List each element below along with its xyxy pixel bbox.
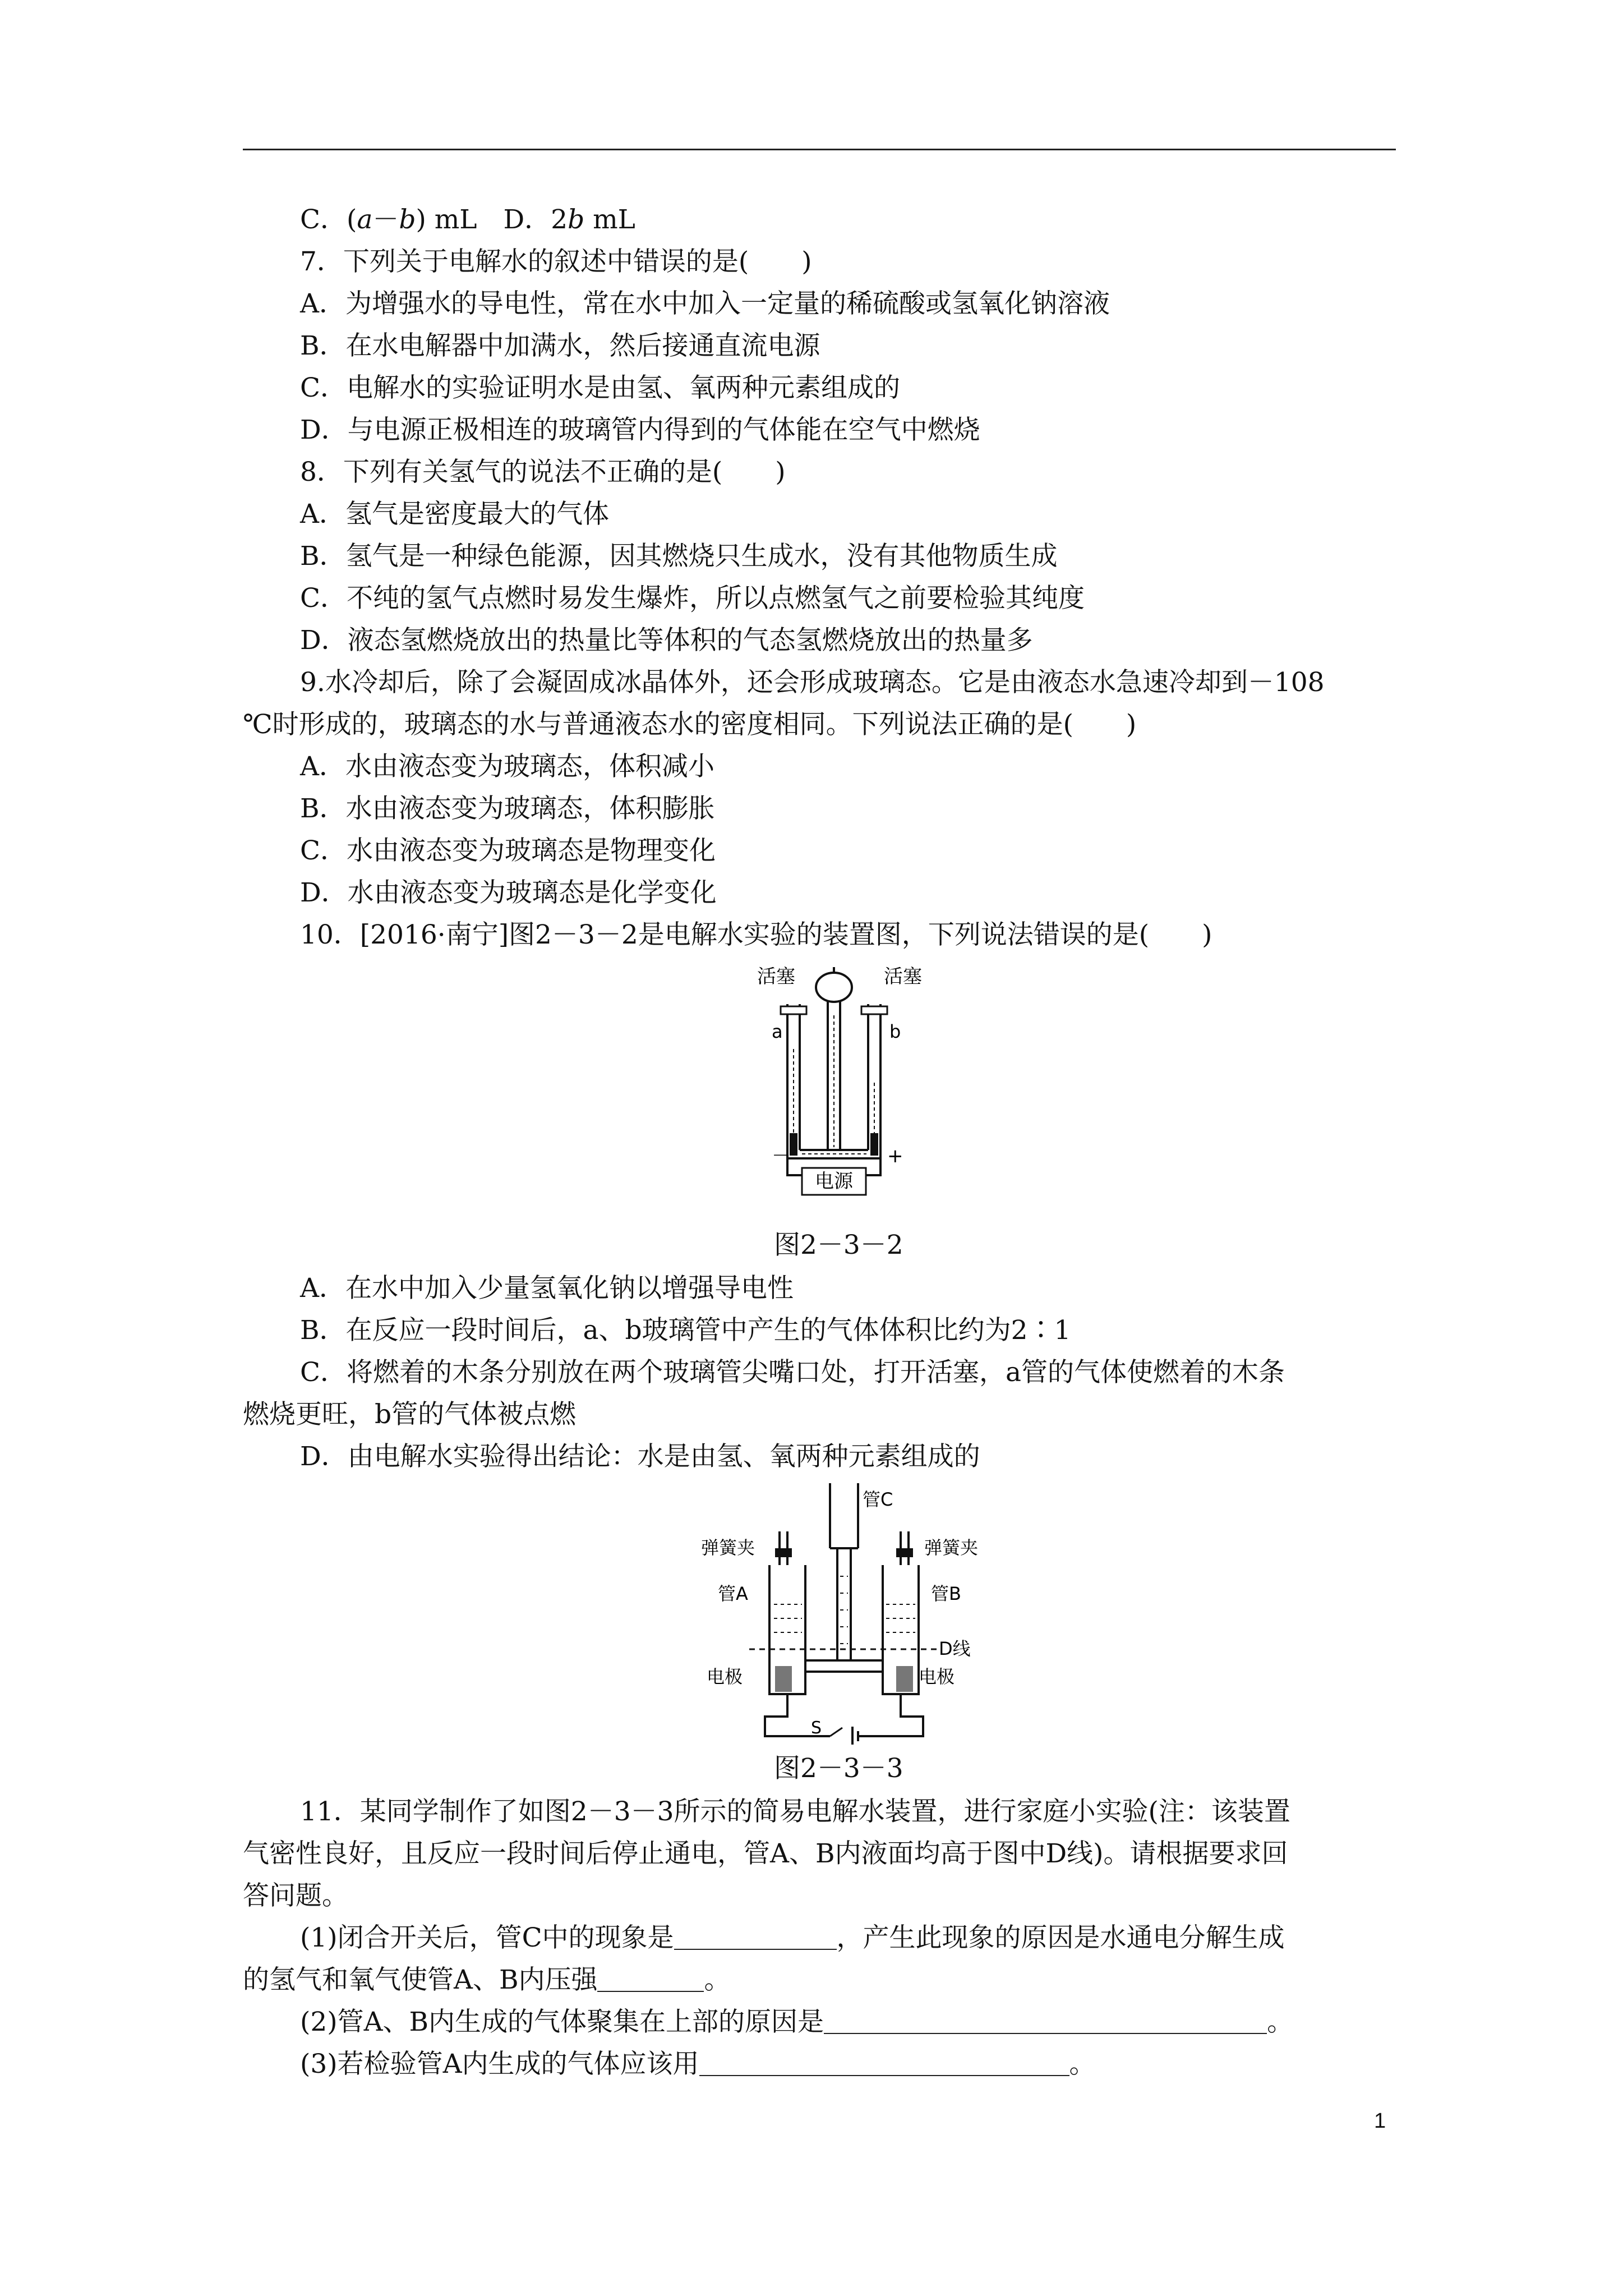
tube-a-label: 管A (718, 1583, 748, 1604)
tube-c-label: 管C (863, 1489, 893, 1510)
q9-option-b: B．水由液态变为玻璃态，体积膨胀 (300, 793, 715, 824)
answer-blank-1[interactable] (674, 1924, 837, 1950)
q8-option-b: B．氢气是一种绿色能源，因其燃烧只生成水，没有其他物质生成 (300, 541, 1058, 572)
spring-clip-right (896, 1548, 913, 1557)
answer-blank-2[interactable] (597, 1966, 704, 1992)
q10-option-a: A．在水中加入少量氢氧化钠以增强导电性 (300, 1273, 794, 1304)
q7-stem: 7．下列关于电解水的叙述中错误的是( ) (300, 246, 812, 277)
power-label: 电源 (815, 1170, 853, 1193)
stopcock-left (781, 1006, 806, 1014)
q8-stem: 8．下列有关氢气的说法不正确的是( ) (300, 457, 786, 487)
q11-part1-line2: 的氢气和氧气使管A、B内压强 。 (243, 1964, 731, 1995)
q11-stem-line1: 11．某同学制作了如图2－3－3所示的简易电解水装置，进行家庭小实验(注：该装置 (300, 1796, 1290, 1827)
q10-option-d: D．由电解水实验得出结论：水是由氢、氧两种元素组成的 (300, 1441, 980, 1472)
q6-options-line: C．(a－b) mL D．2b mL (300, 204, 635, 235)
q8-option-a: A．氢气是密度最大的气体 (300, 499, 609, 530)
figure-2-3-2 (718, 965, 959, 1200)
spring-clip-left (775, 1548, 792, 1557)
q7-option-d: D．与电源正极相连的玻璃管内得到的气体能在空气中燃烧 (300, 415, 980, 445)
q7-option-a: A．为增强水的导电性，常在水中加入一定量的稀硫酸或氢氧化钠溶液 (300, 288, 1110, 319)
q8-option-d: D．液态氢燃烧放出的热量比等体积的气态氢燃烧放出的热量多 (300, 625, 1033, 656)
q10-option-c-cont: 燃烧更旺，b管的气体被点燃 (243, 1399, 577, 1430)
q9-option-a: A．水由液态变为玻璃态，体积减小 (300, 751, 714, 782)
reservoir-bulb (816, 973, 852, 1002)
q11-part3: (3)若检验管A内生成的气体应该用 。 (300, 2049, 1096, 2079)
q11-part2: (2)管A、B内生成的气体聚集在上部的原因是 。 (300, 2007, 1294, 2037)
stopcock-label-left: 活塞 (757, 965, 795, 988)
q9-option-d: D．水由液态变为玻璃态是化学变化 (300, 877, 717, 908)
q10-option-c: C．将燃着的木条分别放在两个玻璃管尖嘴口处，打开活塞，a管的气体使燃着的木条 (300, 1357, 1285, 1388)
q9-stem-line2: ℃时形成的，玻璃态的水与普通液态水的密度相同。下列说法正确的是( ) (243, 709, 1137, 740)
q10-option-b: B．在反应一段时间后，a、b玻璃管中产生的气体体积比约为2∶1 (300, 1315, 1071, 1346)
page-number: 1 (1374, 2109, 1386, 2133)
q7-option-b: B．在水电解器中加满水，然后接通直流电源 (300, 330, 820, 361)
figure-2-3-2-caption: 图2－3－2 (774, 1230, 903, 1260)
tube-b-label: 管B (931, 1583, 961, 1604)
q9-option-c: C．水由液态变为玻璃态是物理变化 (300, 835, 716, 866)
clip-label-right: 弹簧夹 (924, 1537, 979, 1558)
q11-stem-line2: 气密性良好，且反应一段时间后停止通电，管A、B内液面均高于图中D线)。请根据要求回 (243, 1838, 1288, 1869)
d-line-label: D线 (939, 1638, 971, 1659)
q8-option-c: C．不纯的氢气点燃时易发生爆炸，所以点燃氢气之前要检验其纯度 (300, 583, 1085, 614)
q10-stem: 10．[2016·南宁]图2－3－2是电解水实验的装置图，下列说法错误的是( ) (300, 919, 1212, 950)
figure-2-3-3 (695, 1481, 987, 1745)
stopcock-label-right: 活塞 (884, 965, 922, 988)
switch-label: S (811, 1718, 822, 1738)
electrode-left (790, 1133, 797, 1156)
tube-b-label: b (889, 1021, 901, 1042)
plus-label: + (887, 1145, 903, 1167)
minus-label: － (772, 1145, 791, 1167)
electrode-a (775, 1666, 792, 1692)
q7-option-c: C．电解水的实验证明水是由氢、氧两种元素组成的 (300, 372, 900, 403)
clip-label-left: 弹簧夹 (701, 1537, 755, 1558)
answer-blank-4[interactable] (699, 2050, 1069, 2076)
stopcock-right (861, 1006, 887, 1014)
header-rule (243, 149, 1396, 150)
q9-stem-line1: 9.水冷却后，除了会凝固成冰晶体外，还会形成玻璃态。它是由液态水急速冷却到－108 (300, 667, 1325, 698)
q11-stem-line3: 答问题。 (243, 1880, 348, 1911)
figure-2-3-3-caption: 图2－3－3 (774, 1753, 903, 1784)
electrode-label-right: 电极 (919, 1666, 955, 1687)
electrode-right (870, 1133, 878, 1156)
tube-a-label: a (772, 1021, 783, 1042)
electrode-label-left: 电极 (707, 1666, 743, 1687)
q11-part1-line1: (1)闭合开关后，管C中的现象是 ，产生此现象的原因是水通电分解生成 (300, 1922, 1285, 1953)
answer-blank-3[interactable] (824, 2008, 1267, 2034)
electrode-b (896, 1666, 913, 1692)
